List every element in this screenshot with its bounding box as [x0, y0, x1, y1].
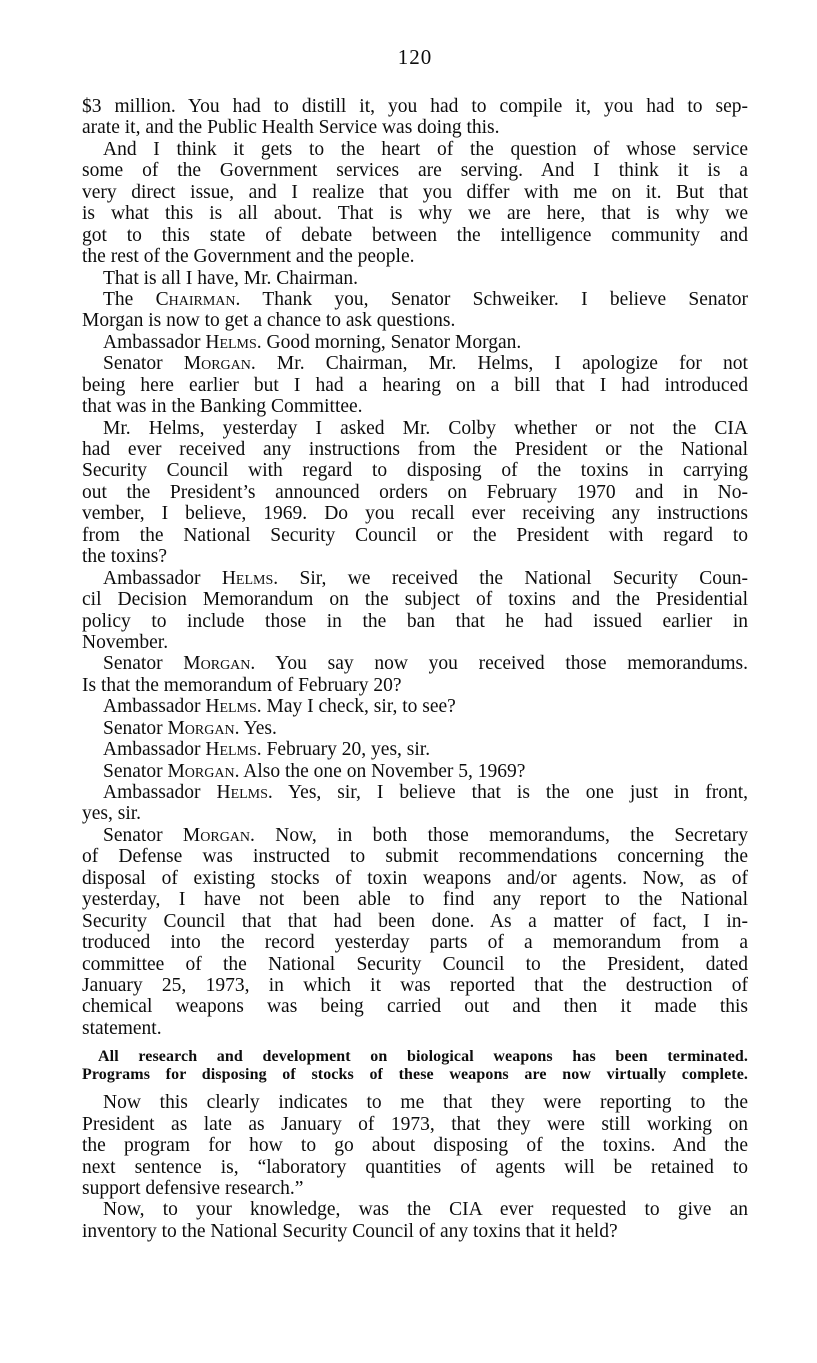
text-line [82, 546, 748, 567]
text-segment: troduced into the record yesterday parts of a memorandum from a [82, 932, 748, 954]
paragraph [82, 782, 748, 825]
text-segment: committee of the National Security Council to the President, dated [82, 953, 748, 975]
text-segment: inventory to the National Security Council of any toxins that it held? [82, 1220, 618, 1242]
text-segment: got to this state of debate between the intelligence community and [82, 224, 748, 246]
text-segment: had ever received any instructions from the President or the National [82, 439, 748, 460]
text-line [82, 418, 748, 439]
text-line [82, 1157, 748, 1178]
text-segment: yesterday, I have not been able to find any report to the National [82, 889, 748, 911]
text-segment: of Defense was instructed to submit recommendations concerning the [82, 846, 748, 868]
text-segment: That is all I have, Mr. Chairman. [103, 267, 359, 289]
text-segment: $3 million. You had to distill it, you had to compile it, you had to sep- [82, 96, 748, 117]
text-segment: Security Council that that had been done. As a matter of fact, I in- [82, 910, 748, 932]
transcript [82, 96, 748, 1242]
text-segment: some of the Government services are serving. And I think it is a [82, 160, 748, 182]
text-segment: . Sir, we received the National Security Coun- [273, 567, 748, 589]
text-segment: the program for how to go about disposing of the toxins. And the [82, 1135, 748, 1157]
text-segment: Now this clearly indicates to me that they were reporting to the [103, 1092, 748, 1114]
text-segment: out the President’s announced orders on February 1970 and in No- [82, 481, 748, 503]
text-line [82, 503, 748, 524]
text-segment: cil Decision Memorandum on the subject of toxins and the Presidential [82, 589, 748, 611]
text-line [82, 396, 748, 417]
paragraph [82, 739, 748, 760]
text-line [82, 1092, 748, 1113]
text-line [82, 653, 748, 674]
text-segment: Ambassador [103, 331, 206, 353]
text-segment: being here earlier but I had a hearing on a bill that I had introduced [82, 374, 748, 396]
text-segment: chemical weapons was being carried out and then it made this [82, 996, 748, 1018]
quoted-statement [82, 1048, 748, 1084]
text-segment: Senator [103, 353, 184, 375]
text-line [82, 696, 748, 717]
text-line [82, 160, 748, 181]
text-segment: Morgan is now to get a chance to ask questions. [82, 310, 456, 332]
text-segment: Is that the memorandum of February 20? [82, 674, 402, 696]
paragraph [82, 418, 748, 568]
text-line [82, 782, 748, 803]
text-segment: the rest of the Government and the people. [82, 246, 415, 268]
speaker-name: Helms [216, 782, 268, 803]
paragraph [82, 718, 748, 739]
text-segment: disposal of existing stocks of toxin weapons and/or agents. Now, as of [82, 867, 748, 889]
text-line [82, 761, 748, 782]
text-segment: arate it, and the Public Health Service was doing this. [82, 117, 500, 139]
speaker-name: Morgan [167, 760, 235, 782]
text-line [82, 139, 748, 160]
text-segment: yes, sir. [82, 803, 142, 825]
paragraph [82, 268, 748, 289]
text-segment: Programs for disposing of stocks of these weapons are now virtually complete. [82, 1066, 748, 1084]
speaker-name: Helms [205, 739, 257, 761]
text-segment: . Mr. Chairman, Mr. Helms, I apologize for not [250, 353, 748, 375]
text-line [82, 996, 748, 1017]
speaker-name: Morgan [182, 824, 251, 846]
text-segment: . February 20, yes, sir. [256, 739, 431, 761]
text-segment: statement. [82, 1017, 162, 1039]
text-line [82, 1135, 748, 1156]
text-line [82, 846, 748, 867]
speaker-name: Chairman [155, 288, 236, 310]
text-line [82, 1066, 748, 1084]
text-segment: Senator [103, 717, 168, 739]
text-line [82, 1178, 748, 1199]
page-number: 120 [397, 45, 433, 69]
text-segment: Ambassador [103, 739, 206, 761]
text-line [82, 1114, 748, 1135]
text-line [82, 911, 748, 932]
text-line [82, 803, 748, 824]
text-line [82, 439, 748, 460]
text-segment: Senator [103, 760, 168, 782]
paragraph [82, 332, 748, 353]
text-segment: Ambassador [103, 567, 222, 589]
text-line [82, 353, 748, 374]
paragraph [82, 653, 748, 696]
paragraph [82, 139, 748, 268]
speaker-name: Helms [221, 567, 274, 589]
text-segment: . Also the one on November 5, 1969? [234, 760, 526, 782]
text-line [82, 460, 748, 481]
speaker-name: Helms [205, 331, 257, 353]
text-line [82, 568, 748, 589]
text-segment: is what this is all about. That is why we are here, that is why we [82, 203, 748, 225]
text-segment: And I think it gets to the heart of the question of whose service [103, 138, 748, 160]
text-line [82, 1199, 748, 1220]
paragraph [82, 696, 748, 717]
paragraph [82, 289, 748, 332]
text-line [82, 889, 748, 910]
text-line [82, 182, 748, 203]
text-segment: November. [82, 631, 169, 653]
text-segment: The [103, 288, 156, 310]
paragraph [82, 96, 748, 139]
text-line [82, 375, 748, 396]
text-line [82, 868, 748, 889]
text-segment: . Yes. [234, 717, 277, 739]
text-line [82, 289, 748, 310]
text-segment: . Good morning, Senator Morgan. [256, 331, 522, 353]
text-segment: Ambassador [103, 696, 206, 718]
text-segment: Senator [103, 653, 184, 675]
text-segment: Ambassador [103, 782, 217, 803]
text-line [82, 632, 748, 653]
text-segment: Now, to your knowledge, was the CIA ever requested to give an [103, 1199, 748, 1221]
paragraph [82, 1092, 748, 1199]
text-line [82, 246, 748, 267]
text-segment: President as late as January of 1973, that they were still working on [82, 1113, 748, 1135]
text-segment: Mr. Helms, yesterday I asked Mr. Colby whether or not the CIA [103, 417, 748, 439]
paragraph [82, 825, 748, 1039]
text-segment: from the National Security Council or the President with regard to [82, 524, 748, 546]
speaker-name: Helms [205, 696, 257, 718]
text-line [82, 96, 748, 117]
text-line [82, 975, 748, 996]
speaker-name: Morgan [167, 717, 235, 739]
text-segment: . May I check, sir, to see? [256, 696, 456, 718]
text-segment: policy to include those in the ban that he had issued earlier in [82, 610, 748, 632]
text-line [82, 954, 748, 975]
text-line [82, 117, 748, 138]
text-segment: the toxins? [82, 546, 168, 568]
text-segment: next sentence is, “laboratory quantities of agents will be retained to [82, 1156, 748, 1178]
text-segment: . Yes, sir, I believe that is the one just in front, [267, 782, 748, 803]
text-line [82, 718, 748, 739]
text-segment: All research and development on biological weapons has been terminated. [98, 1048, 748, 1066]
paragraph [82, 1199, 748, 1242]
speaker-name: Morgan [183, 353, 251, 375]
text-line [82, 268, 748, 289]
text-line [82, 825, 748, 846]
text-line [82, 589, 748, 610]
text-segment: Security Council with regard to disposing of the toxins in carrying [82, 460, 748, 482]
text-line [82, 1048, 748, 1066]
text-segment: Senator [103, 824, 183, 846]
paragraph [82, 353, 748, 417]
text-line [82, 525, 748, 546]
text-segment: support defensive research.” [82, 1178, 304, 1199]
paragraph [82, 761, 748, 782]
text-segment: . Now, in both those memorandums, the Secretary [250, 824, 748, 846]
speaker-name: Morgan [183, 653, 251, 675]
text-segment: . You say now you received those memorandums. [250, 653, 748, 675]
text-line [82, 225, 748, 246]
paragraph [82, 568, 748, 654]
text-line [82, 739, 748, 760]
text-line [82, 932, 748, 953]
text-segment: . Thank you, Senator Schweiker. I believe Senator [235, 288, 748, 310]
text-line [82, 482, 748, 503]
text-segment: vember, I believe, 1969. Do you recall ever receiving any instructions [82, 503, 748, 525]
text-line [82, 1221, 748, 1242]
text-line [82, 332, 748, 353]
text-segment: January 25, 1973, in which it was reported that the destruction of [82, 974, 748, 996]
text-line [82, 611, 748, 632]
text-segment: very direct issue, and I realize that you differ with me on it. But that [82, 181, 748, 203]
text-line [82, 203, 748, 224]
text-line [82, 1018, 748, 1039]
text-segment: that was in the Banking Committee. [82, 396, 363, 418]
text-line [82, 675, 748, 696]
text-line [82, 310, 748, 331]
